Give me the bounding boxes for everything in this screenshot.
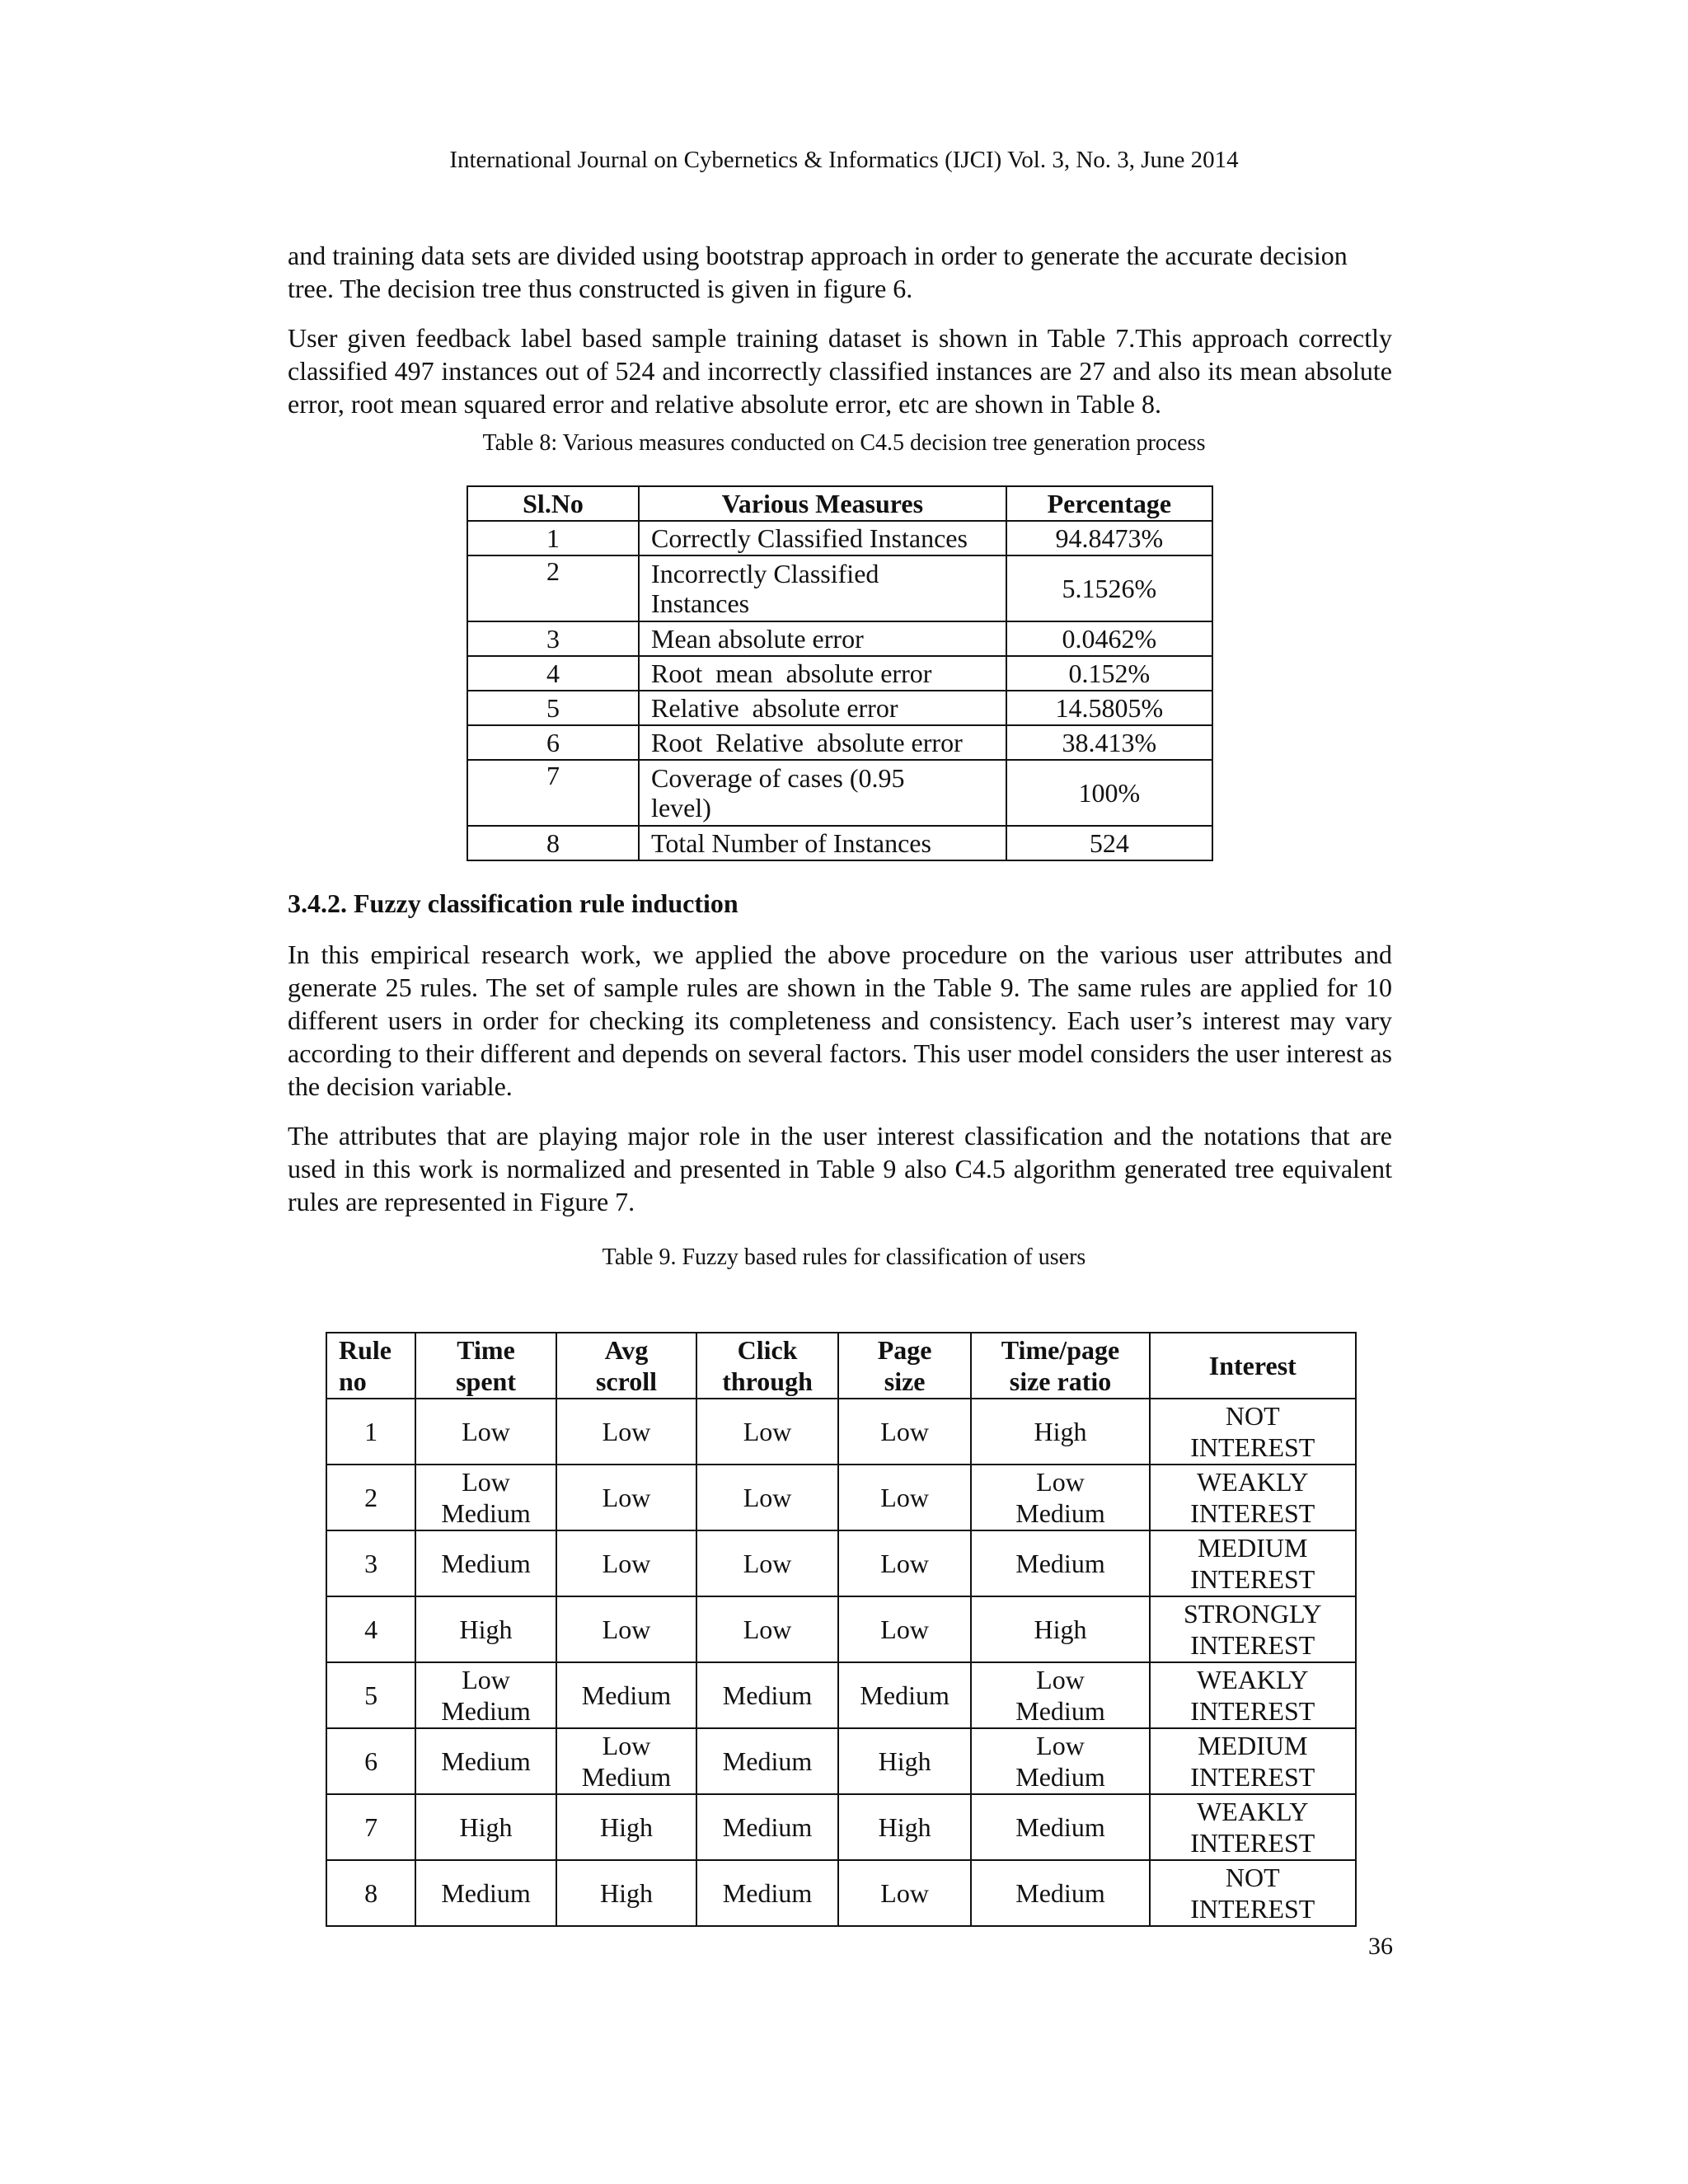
table9-cell: High <box>838 1794 972 1860</box>
table9-row <box>326 1662 1356 1728</box>
table9-cell: 6 <box>326 1728 415 1794</box>
table8-cell: 2 <box>467 555 639 621</box>
table8-row <box>467 760 1212 826</box>
table9-cell: Low <box>838 1399 972 1465</box>
table9-cell: High <box>971 1596 1149 1662</box>
table8-cell: 8 <box>467 826 639 860</box>
table9-cell: High <box>838 1728 972 1794</box>
table9-cell: Low <box>838 1465 972 1530</box>
table8-cell: 0.0462% <box>1006 621 1212 656</box>
table9-cell: Low Medium <box>415 1662 556 1728</box>
table9-cell: WEAKLY INTEREST <box>1150 1794 1356 1860</box>
table8 <box>467 485 1213 861</box>
table9-cell: WEAKLY INTEREST <box>1150 1465 1356 1530</box>
table9-cell: 7 <box>326 1794 415 1860</box>
table9-header: Click through <box>696 1333 838 1399</box>
table8-cell: 4 <box>467 656 639 691</box>
table8-cell: 1 <box>467 521 639 555</box>
table8-row <box>467 621 1212 656</box>
table8-row <box>467 656 1212 691</box>
table8-cell: Mean absolute error <box>639 621 1006 656</box>
table8-cell: 7 <box>467 760 639 826</box>
table9-row <box>326 1530 1356 1596</box>
table8-cell: 100% <box>1006 760 1212 826</box>
table8-row <box>467 725 1212 760</box>
table9-row <box>326 1465 1356 1530</box>
table8-cell: Root mean absolute error <box>639 656 1006 691</box>
table9-cell: High <box>415 1794 556 1860</box>
table8-cell: Total Number of Instances <box>639 826 1006 860</box>
section-heading: 3.4.2. Fuzzy classification rule induction <box>288 888 738 918</box>
table9-cell: Low <box>556 1596 696 1662</box>
table9-cell: 1 <box>326 1399 415 1465</box>
table9-row <box>326 1860 1356 1926</box>
table9-cell: Medium <box>696 1794 838 1860</box>
table9-cell: Low <box>838 1596 972 1662</box>
table9-cell: Medium <box>971 1794 1149 1860</box>
journal-header: International Journal on Cybernetics & Informatics (IJCI) Vol. 3, No. 3, June 2014 <box>449 147 1239 173</box>
table9-cell: Medium <box>696 1662 838 1728</box>
table8-cell: 6 <box>467 725 639 760</box>
table8-caption: Table 8: Various measures conducted on C4.5 decision tree generation process <box>482 430 1206 456</box>
table9-header: Time spent <box>415 1333 556 1399</box>
table9-header: Page size <box>838 1333 972 1399</box>
table8-cell: 524 <box>1006 826 1212 860</box>
intro-text <box>288 239 1392 437</box>
table9-cell: 5 <box>326 1662 415 1728</box>
table9-cell: Medium <box>415 1728 556 1794</box>
table9-row <box>326 1399 1356 1465</box>
table8-row <box>467 521 1212 555</box>
table8-cell: Correctly Classified Instances <box>639 521 1006 555</box>
table8-cell: 3 <box>467 621 639 656</box>
table9-cell: Medium <box>556 1662 696 1728</box>
table9-cell: STRONGLY INTEREST <box>1150 1596 1356 1662</box>
table9-cell: Low Medium <box>556 1728 696 1794</box>
table9-cell: High <box>415 1596 556 1662</box>
intro-paragraph-2: User given feedback label based sample training dataset is shown in Table 7.This approach correctly classified 497 instances out of 524 and incorrectly classified instances are 27 and also its mean absolute error, root mean squared error and relative absolute error, etc are shown in Table 8. <box>288 323 1392 419</box>
table9-cell: NOT INTEREST <box>1150 1399 1356 1465</box>
table9-cell: Medium <box>696 1860 838 1926</box>
table9-cell: Low Medium <box>415 1465 556 1530</box>
table9-row <box>326 1596 1356 1662</box>
table9-header: Time/page size ratio <box>971 1333 1149 1399</box>
table8-cell: 0.152% <box>1006 656 1212 691</box>
table9-cell: High <box>556 1860 696 1926</box>
table9-cell: Low <box>556 1399 696 1465</box>
table9-cell: Medium <box>696 1728 838 1794</box>
section-text <box>288 938 1392 1235</box>
table9 <box>326 1332 1357 1927</box>
table9-cell: Medium <box>971 1530 1149 1596</box>
table8-row <box>467 691 1212 725</box>
table9-row <box>326 1728 1356 1794</box>
page-number: 36 <box>1368 1933 1393 1960</box>
intro-paragraph-1: and training data sets are divided using bootstrap approach in order to generate the accurate decision tree. The decision tree thus constructed is given in figure 6. <box>288 241 1348 303</box>
table9-cell: Low <box>696 1596 838 1662</box>
table9-cell: 8 <box>326 1860 415 1926</box>
table9-cell: Medium <box>415 1530 556 1596</box>
table8-cell: 14.5805% <box>1006 691 1212 725</box>
section-paragraph-1: In this empirical research work, we applied the above procedure on the various user attributes and generate 25 rules. The set of sample rules are shown in the Table 9. The same rules are applied for 10 different users in order for checking its completeness and consistency. Each user’s interest may vary according to their different and depends on several factors. This user model considers the user interest as the decision variable. <box>288 940 1392 1101</box>
table8-header: Sl.No <box>467 486 639 521</box>
table9-cell: Low <box>838 1860 972 1926</box>
table8-cell: Coverage of cases (0.95 level) <box>639 760 1006 826</box>
table9-cell: Medium <box>415 1860 556 1926</box>
table8-header-row <box>467 486 1212 521</box>
table9-cell: 4 <box>326 1596 415 1662</box>
table8-cell: 94.8473% <box>1006 521 1212 555</box>
table9-cell: Low Medium <box>971 1465 1149 1530</box>
table9-cell: Low <box>838 1530 972 1596</box>
table9-cell: Low <box>696 1399 838 1465</box>
table9-cell: Medium <box>971 1860 1149 1926</box>
table9-cell: 3 <box>326 1530 415 1596</box>
table9-row <box>326 1794 1356 1860</box>
table9-cell: High <box>556 1794 696 1860</box>
table9-cell: MEDIUM INTEREST <box>1150 1728 1356 1794</box>
table9-header: Interest <box>1150 1333 1356 1399</box>
section-paragraph-2: The attributes that are playing major role in the user interest classification and the notations that are used in this work is normalized and presented in Table 9 also C4.5 algorithm generated tree equivalent rules are represented in Figure 7. <box>288 1121 1392 1216</box>
table9-caption: Table 9. Fuzzy based rules for classification of users <box>602 1244 1086 1270</box>
table8-cell: 38.413% <box>1006 725 1212 760</box>
table9-cell: MEDIUM INTEREST <box>1150 1530 1356 1596</box>
table9-cell: Low <box>696 1530 838 1596</box>
table9-cell: Low <box>556 1465 696 1530</box>
table8-cell: Relative absolute error <box>639 691 1006 725</box>
table8-cell: Root Relative absolute error <box>639 725 1006 760</box>
table9-cell: Medium <box>838 1662 972 1728</box>
table9-cell: Low Medium <box>971 1728 1149 1794</box>
table9-header-row <box>326 1333 1356 1399</box>
table9-cell: Low <box>415 1399 556 1465</box>
table9-cell: High <box>971 1399 1149 1465</box>
table9-cell: Low Medium <box>971 1662 1149 1728</box>
table9-cell: Low <box>696 1465 838 1530</box>
table8-row <box>467 826 1212 860</box>
table8-row <box>467 555 1212 621</box>
table9-header: Avg scroll <box>556 1333 696 1399</box>
table9-cell: WEAKLY INTEREST <box>1150 1662 1356 1728</box>
table9-cell: NOT INTEREST <box>1150 1860 1356 1926</box>
table9-cell: 2 <box>326 1465 415 1530</box>
table8-header: Various Measures <box>639 486 1006 521</box>
table8-header: Percentage <box>1006 486 1212 521</box>
table8-cell: 5 <box>467 691 639 725</box>
table9-cell: Low <box>556 1530 696 1596</box>
table8-cell: 5.1526% <box>1006 555 1212 621</box>
table8-cell: Incorrectly Classified Instances <box>639 555 1006 621</box>
table9-header: Rule no <box>326 1333 415 1399</box>
